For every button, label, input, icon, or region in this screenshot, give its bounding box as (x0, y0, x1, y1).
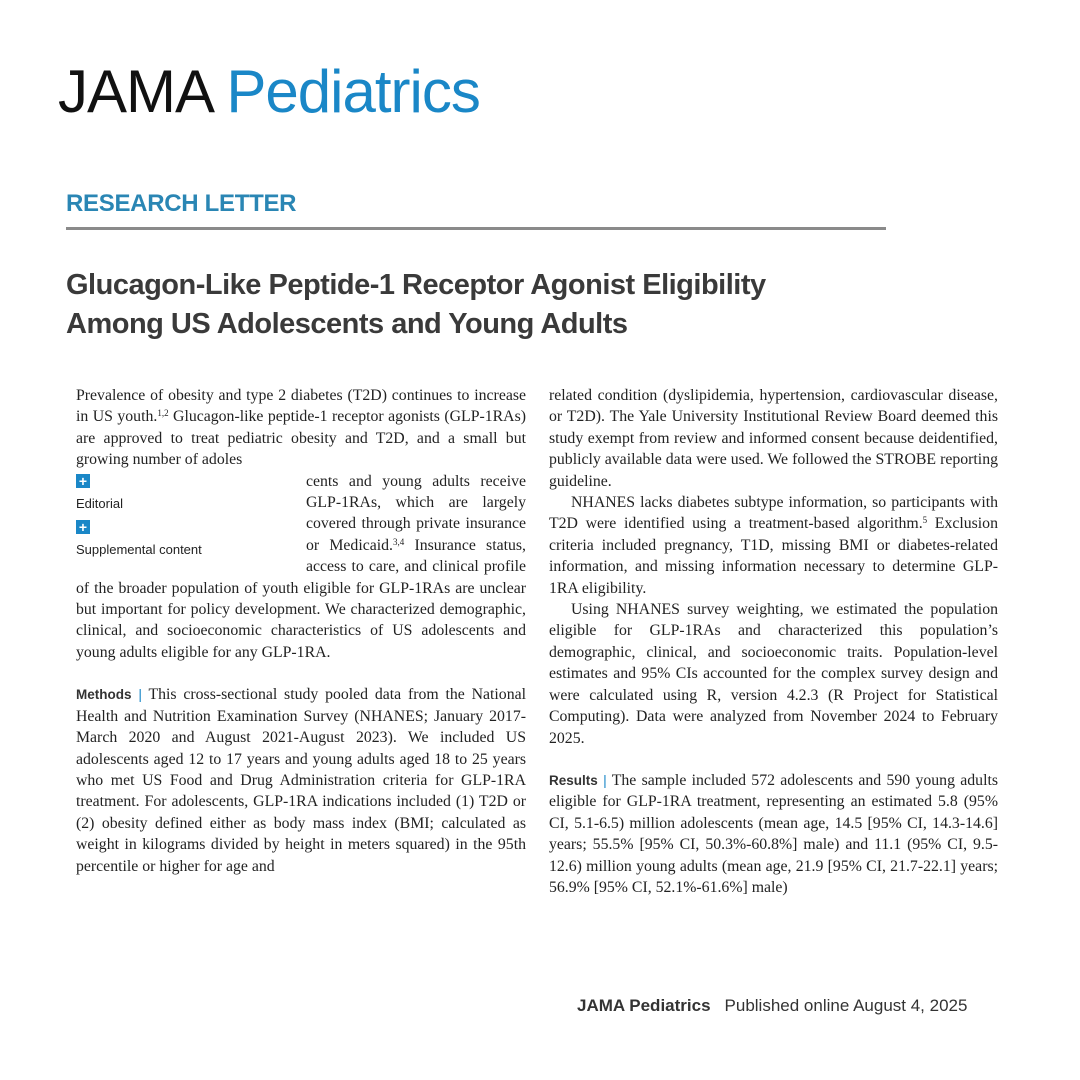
journal-masthead (58, 58, 480, 125)
masthead-pediatrics: Pediatrics (226, 58, 480, 125)
citation-1-2[interactable]: 1,2 (157, 408, 169, 419)
related-content-sidebar (76, 474, 298, 566)
results-separator: | (603, 771, 607, 788)
sidebar-label-editorial[interactable]: Editorial (76, 495, 123, 511)
title-line-1: Glucagon-Like Peptide-1 Receptor Agonist Eligibility (66, 269, 766, 301)
right-column (549, 385, 998, 898)
methods-continued: related condition (dyslipidemia, hypertension, cardiovascular disease, or T2D). The Yale University Institutional Review Board deemed this study exempt from review and informed consent because deidentified, publicly available data were used. We followed the STROBE reporting guideline. (549, 387, 998, 490)
methods-heading: Methods (76, 687, 132, 703)
results-text: The sample included 572 adolescents and 590 young adults eligible for GLP-1RA treatment, representing an estimated 5.8 (95% CI, 5.1-6.5) million adolescents (mean age, 14.5 [95% CI, 14.3-14.6] years; 55.5% [95% CI, 50.3%-60.8%] male) and 11.1 (95% CI, 9.5-12.6) million young adults (mean age, 21.9 [95% CI, 21.7-22.1] years; 56.9% [95% CI, 52.1%-61.6%] male) (549, 771, 999, 896)
section-divider (66, 227, 886, 230)
title-line-2: Among US Adolescents and Young Adults (66, 308, 628, 340)
methods-p2-text-b: Exclusion criteria included pregnancy, T1D, missing BMI or diabetes-related information, and missing information necessary to determine GLP-1RA eligibility. (549, 515, 998, 597)
citation-5[interactable]: 5 (922, 515, 928, 526)
intro-paragraph (76, 385, 526, 663)
footer-date: Published online August 4, 2025 (724, 996, 968, 1015)
intro-text-2: Glucagon-like peptide-1 receptor agonists (GLP-1RAs) are approved to treat pediatric obesity and T2D, and a small but growing number of adoles + Editorial + Supplemental content cents and young adults receive GLP-1RAs, which are largely covered through private insurance or Medicaid. (76, 408, 526, 553)
methods-paragraph-3: Using NHANES survey weighting, we estimated the population eligible for GLP-1RAs and characterized this population’s demographic, clinical, and socioeconomic traits. Population-level estimates and 95% CIs accounted for the complex survey design and were calculated using R, version 4.2.3 (R Project for Statistical Computing). Data were analyzed from November 2024 to February 2025. (549, 601, 998, 747)
sidebar-label-supplemental[interactable]: Supplemental content (76, 541, 202, 557)
methods-paragraph (76, 684, 526, 877)
intro-text-1: Prevalence of obesity and type 2 diabetes (T2D) continues to increase in US youth. (76, 387, 526, 426)
citation-3-4[interactable]: 3,4 (392, 536, 405, 547)
methods-paragraph-2 (549, 492, 998, 599)
intro-text-3: Insurance status, access to care, and clinical profile of the broader population of youth eligible for GLP-1RAs are unclear but important for policy development. We characterized demographic, clinical, and socioeconomic characteristics of US adolescents and young adults eligible for any GLP-1RA. (76, 536, 526, 661)
section-label: RESEARCH LETTER (66, 190, 297, 217)
plus-icon[interactable]: + (76, 474, 90, 488)
page-footer (577, 996, 967, 1016)
article-title (66, 266, 906, 344)
results-heading: Results (549, 772, 598, 788)
masthead-jama: JAMA (58, 58, 211, 125)
methods-p2-text-a: NHANES lacks diabetes subtype information, so participants with T2D were identified using a treatment-based algorithm. (549, 494, 998, 533)
methods-separator: | (138, 686, 142, 703)
left-column (76, 385, 526, 877)
results-paragraph (549, 770, 998, 898)
plus-icon[interactable]: + (76, 520, 90, 534)
sidebar-item-supplemental[interactable] (76, 520, 298, 557)
footer-journal: JAMA Pediatrics (577, 996, 711, 1015)
methods-text: This cross-sectional study pooled data from the National Health and Nutrition Examination Survey (NHANES; January 2017-March 2020 and August 2021-August 2023). We included US adolescents aged 12 to 17 years and young adults aged 18 to 25 years who met US Food and Drug Administration criteria for GLP-1RA treatment. For adolescents, GLP-1RA indications included (1) T2D or (2) obesity defined either as body mass index (BMI; calculated as weight in kilograms divided by height in meters squared) in the 95th percentile or higher for age and (76, 686, 526, 875)
sidebar-item-editorial[interactable] (76, 474, 298, 511)
